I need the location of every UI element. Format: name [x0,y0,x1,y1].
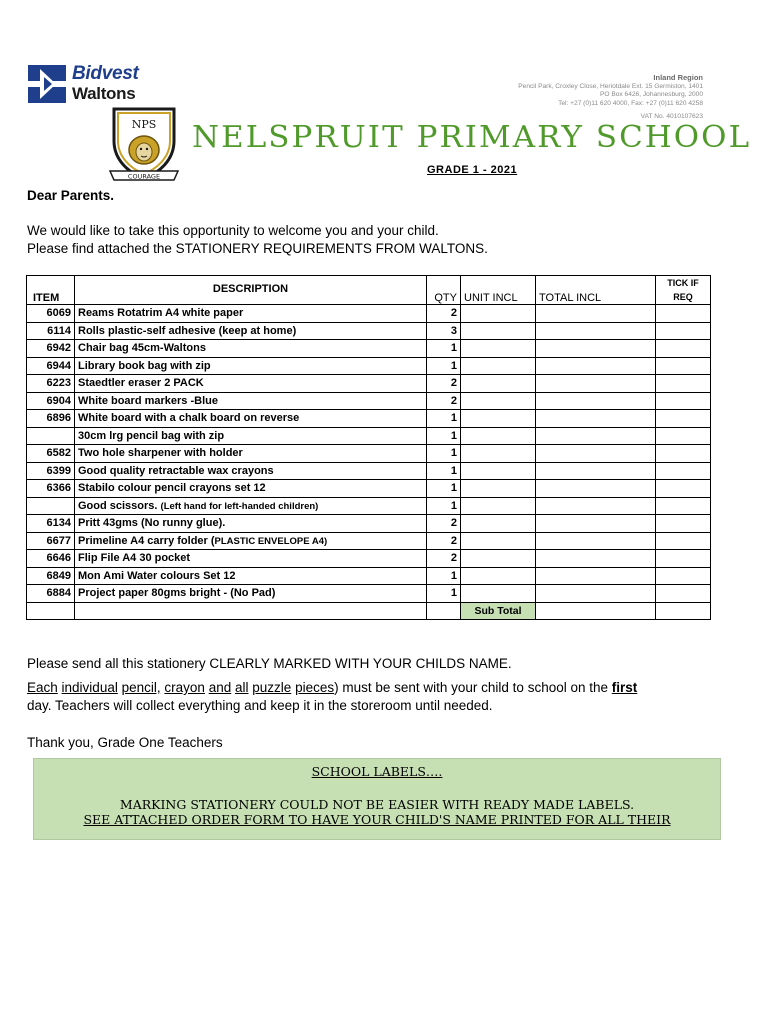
unit-price-cell[interactable] [461,567,536,585]
bidvest-logo-icon [28,65,66,103]
tick-if-required-cell[interactable] [656,585,711,603]
item-code: 6069 [27,305,75,323]
region-po-box: PO Box 6426, Johannesburg, 2000 [599,91,703,99]
item-qty: 2 [427,305,461,323]
total-price-cell[interactable] [536,375,656,393]
header-tick-if-req [656,276,711,305]
item-qty: 1 [427,585,461,603]
table-row [27,340,711,358]
tick-if-required-cell[interactable] [656,357,711,375]
table-row [27,550,711,568]
tick-if-required-cell[interactable] [656,305,711,323]
school-labels-notice [33,758,721,840]
word-crayon: crayon [164,680,205,695]
item-description-text: Primeline A4 carry folder ( [78,534,215,547]
intro-text [27,222,488,258]
region-phone: Tel: +27 (0)11 620 4000, Fax: +27 (0)11 620 4258 [558,99,703,107]
vat-number: VAT No. 4010107623 [640,113,703,121]
greeting: Dear Parents. [27,188,115,203]
word-pencil: pencil, [121,680,161,695]
send-instruction: Please send all this stationery CLEARLY MARKED WITH YOUR CHILDS NAME. [27,656,512,671]
word-individual: individual [61,680,118,695]
item-description [75,585,427,603]
total-price-cell[interactable] [536,357,656,375]
tick-if-required-cell[interactable] [656,462,711,480]
item-qty: 1 [427,567,461,585]
header-qty: QTY [427,276,461,305]
item-qty: 1 [427,340,461,358]
labels-line-1: MARKING STATIONERY COULD NOT BE EASIER WITH READY MADE LABELS. [119,797,635,812]
tick-if-required-cell[interactable] [656,375,711,393]
brand-name: Bidvest [72,63,139,84]
item-code: 6114 [27,322,75,340]
tick-if-required-cell[interactable] [656,497,711,515]
item-description-text: Chair bag 45cm-Waltons [78,342,206,355]
item-description [75,550,427,568]
item-description-text: Two hole sharpener with holder [78,447,243,460]
table-row [27,410,711,428]
tick-if-required-cell[interactable] [656,515,711,533]
crest-initials: NPS [131,118,157,131]
unit-price-cell[interactable] [461,410,536,428]
header-tick-line2: REQ [673,292,693,302]
total-price-cell[interactable] [536,532,656,550]
word-puzzle: puzzle [252,680,292,695]
item-description [75,462,427,480]
total-price-cell[interactable] [536,550,656,568]
subtotal-label: Sub Total [461,602,536,620]
item-qty: 1 [427,427,461,445]
word-all: all [235,680,249,695]
word-first: first [611,680,638,695]
item-qty: 1 [427,497,461,515]
table-row [27,532,711,550]
table-row [27,375,711,393]
item-qty: 1 [427,462,461,480]
total-price-cell[interactable] [536,497,656,515]
unit-price-cell[interactable] [461,305,536,323]
item-code: 6849 [27,567,75,585]
item-qty: 2 [427,515,461,533]
region-address-block [518,74,703,122]
table-row [27,357,711,375]
subtotal-empty-cell [27,602,75,620]
school-crest-icon [108,105,180,183]
unit-price-cell[interactable] [461,340,536,358]
item-description [75,305,427,323]
item-description-text: 30cm lrg pencil bag with zip [78,429,225,442]
item-description [75,340,427,358]
item-code: 6896 [27,410,75,428]
total-price-cell[interactable] [536,480,656,498]
table-header-row [27,276,711,305]
total-price-cell[interactable] [536,427,656,445]
total-price-cell[interactable] [536,410,656,428]
stationery-table [26,275,711,620]
table-row [27,497,711,515]
total-price-cell[interactable] [536,340,656,358]
labels-title: SCHOOL LABELS…. [311,764,443,779]
subtotal-empty-cell [75,602,427,620]
unit-price-cell[interactable] [461,357,536,375]
item-code: 6582 [27,445,75,463]
item-code [27,497,75,515]
brand-subname: Waltons [72,84,136,103]
table-body [27,305,711,603]
instruction-mid: ) must be sent with your child to school on the [334,680,612,695]
tick-if-required-cell[interactable] [656,427,711,445]
item-description-note: (Left hand for left-handed children) [160,500,319,512]
item-code: 6904 [27,392,75,410]
item-code: 6884 [27,585,75,603]
sign-off: Thank you, Grade One Teachers [27,735,223,750]
tick-if-required-cell[interactable] [656,445,711,463]
item-code: 6942 [27,340,75,358]
item-description [75,445,427,463]
total-price-cell[interactable] [536,305,656,323]
labels-line-2: SEE ATTACHED ORDER FORM TO HAVE YOUR CHILD'S NAME PRINTED FOR ALL THEIR [83,812,671,827]
item-code: 6646 [27,550,75,568]
item-description-text: Staedtler eraser 2 PACK [78,377,204,390]
item-description [75,567,427,585]
intro-line-2: Please find attached the STATIONERY REQUIREMENTS FROM WALTONS. [27,241,488,256]
item-description-text: Good quality retractable wax crayons [78,464,274,477]
item-qty: 3 [427,322,461,340]
school-name: NELSPRUIT PRIMARY SCHOOL [192,120,752,155]
item-description [75,515,427,533]
header-total-incl: TOTAL INCL [536,276,656,305]
item-code: 6223 [27,375,75,393]
unit-price-cell[interactable] [461,515,536,533]
unit-price-cell[interactable] [461,462,536,480]
item-qty: 2 [427,392,461,410]
total-price-cell[interactable] [536,445,656,463]
tick-if-required-cell[interactable] [656,392,711,410]
tick-if-required-cell[interactable] [656,480,711,498]
total-price-cell[interactable] [536,515,656,533]
word-pieces: pieces [295,680,335,695]
item-description-text: Mon Ami Water colours Set 12 [78,569,236,582]
table-row [27,305,711,323]
unit-price-cell[interactable] [461,550,536,568]
item-qty: 2 [427,550,461,568]
item-code [27,427,75,445]
subtotal-value-cell[interactable] [536,602,656,620]
header-item: ITEM [27,276,75,305]
unit-price-cell[interactable] [461,480,536,498]
unit-price-cell[interactable] [461,375,536,393]
unit-price-cell[interactable] [461,427,536,445]
region-address-line: Pencil Park, Croxley Close, Heriotdale Ext. 15 Germiston, 1401 [518,82,703,90]
item-description [75,532,427,550]
table-row [27,515,711,533]
item-qty: 1 [427,445,461,463]
table-row [27,445,711,463]
subtotal-tick-cell [656,602,711,620]
item-description [75,357,427,375]
item-qty: 2 [427,532,461,550]
tick-if-required-cell[interactable] [656,532,711,550]
table-row [27,480,711,498]
item-description [75,427,427,445]
unit-price-cell[interactable] [461,497,536,515]
item-description-note: PLASTIC ENVELOPE A4) [214,535,328,547]
tick-if-required-cell[interactable] [656,550,711,568]
word-each: Each [27,680,58,695]
item-code: 6677 [27,532,75,550]
header-tick-line1: TICK IF [667,278,699,288]
unit-price-cell[interactable] [461,445,536,463]
instruction-day-line: day. Teachers will collect everything and keep it in the storeroom until needed. [27,698,493,713]
total-price-cell[interactable] [536,567,656,585]
item-code: 6399 [27,462,75,480]
table-row [27,392,711,410]
table-row [27,585,711,603]
tick-if-required-cell[interactable] [656,410,711,428]
crest-motto: COURAGE [127,172,161,181]
subtotal-empty-cell [427,602,461,620]
table-row [27,322,711,340]
grade-title: GRADE 1 - 2021 [427,164,518,176]
item-description [75,410,427,428]
item-description [75,322,427,340]
item-description-text: Stabilo colour pencil crayons set 12 [78,482,266,495]
tick-if-required-cell[interactable] [656,567,711,585]
tick-if-required-cell[interactable] [656,322,711,340]
item-code: 6944 [27,357,75,375]
item-description-text: Reams Rotatrim A4 white paper [78,307,244,320]
item-description-text: Project paper 80gms bright - (No Pad) [78,587,276,600]
item-description-text: Library book bag with zip [78,359,211,372]
item-description-text: White board markers -Blue [78,394,218,407]
header-description: DESCRIPTION [75,276,427,305]
item-description [75,375,427,393]
region-title: Inland Region [653,73,703,82]
item-description [75,392,427,410]
item-qty: 1 [427,480,461,498]
table-row [27,567,711,585]
item-code: 6366 [27,480,75,498]
unit-price-cell[interactable] [461,585,536,603]
item-description-text: Flip File A4 30 pocket [78,552,191,565]
total-price-cell[interactable] [536,392,656,410]
total-price-cell[interactable] [536,585,656,603]
item-qty: 1 [427,410,461,428]
labelling-instruction [27,679,709,715]
header-unit-incl: UNIT INCL [461,276,536,305]
total-price-cell[interactable] [536,322,656,340]
item-qty: 1 [427,357,461,375]
item-description-text: Good scissors. [78,499,161,512]
bidvest-waltons-logo [28,65,153,105]
unit-price-cell[interactable] [461,392,536,410]
item-description-text: Rolls plastic-self adhesive (keep at home) [78,324,297,337]
word-and: and [208,680,232,695]
item-description-text: Pritt 43gms (No runny glue). [78,517,226,530]
tick-if-required-cell[interactable] [656,340,711,358]
item-qty: 2 [427,375,461,393]
item-description [75,480,427,498]
total-price-cell[interactable] [536,462,656,480]
unit-price-cell[interactable] [461,532,536,550]
table-row [27,427,711,445]
item-code: 6134 [27,515,75,533]
table-row [27,462,711,480]
item-description-text: White board with a chalk board on reverse [78,412,300,425]
unit-price-cell[interactable] [461,322,536,340]
intro-line-1: We would like to take this opportunity to welcome you and your child. [27,223,439,238]
subtotal-row [27,602,711,620]
item-description [75,497,427,515]
